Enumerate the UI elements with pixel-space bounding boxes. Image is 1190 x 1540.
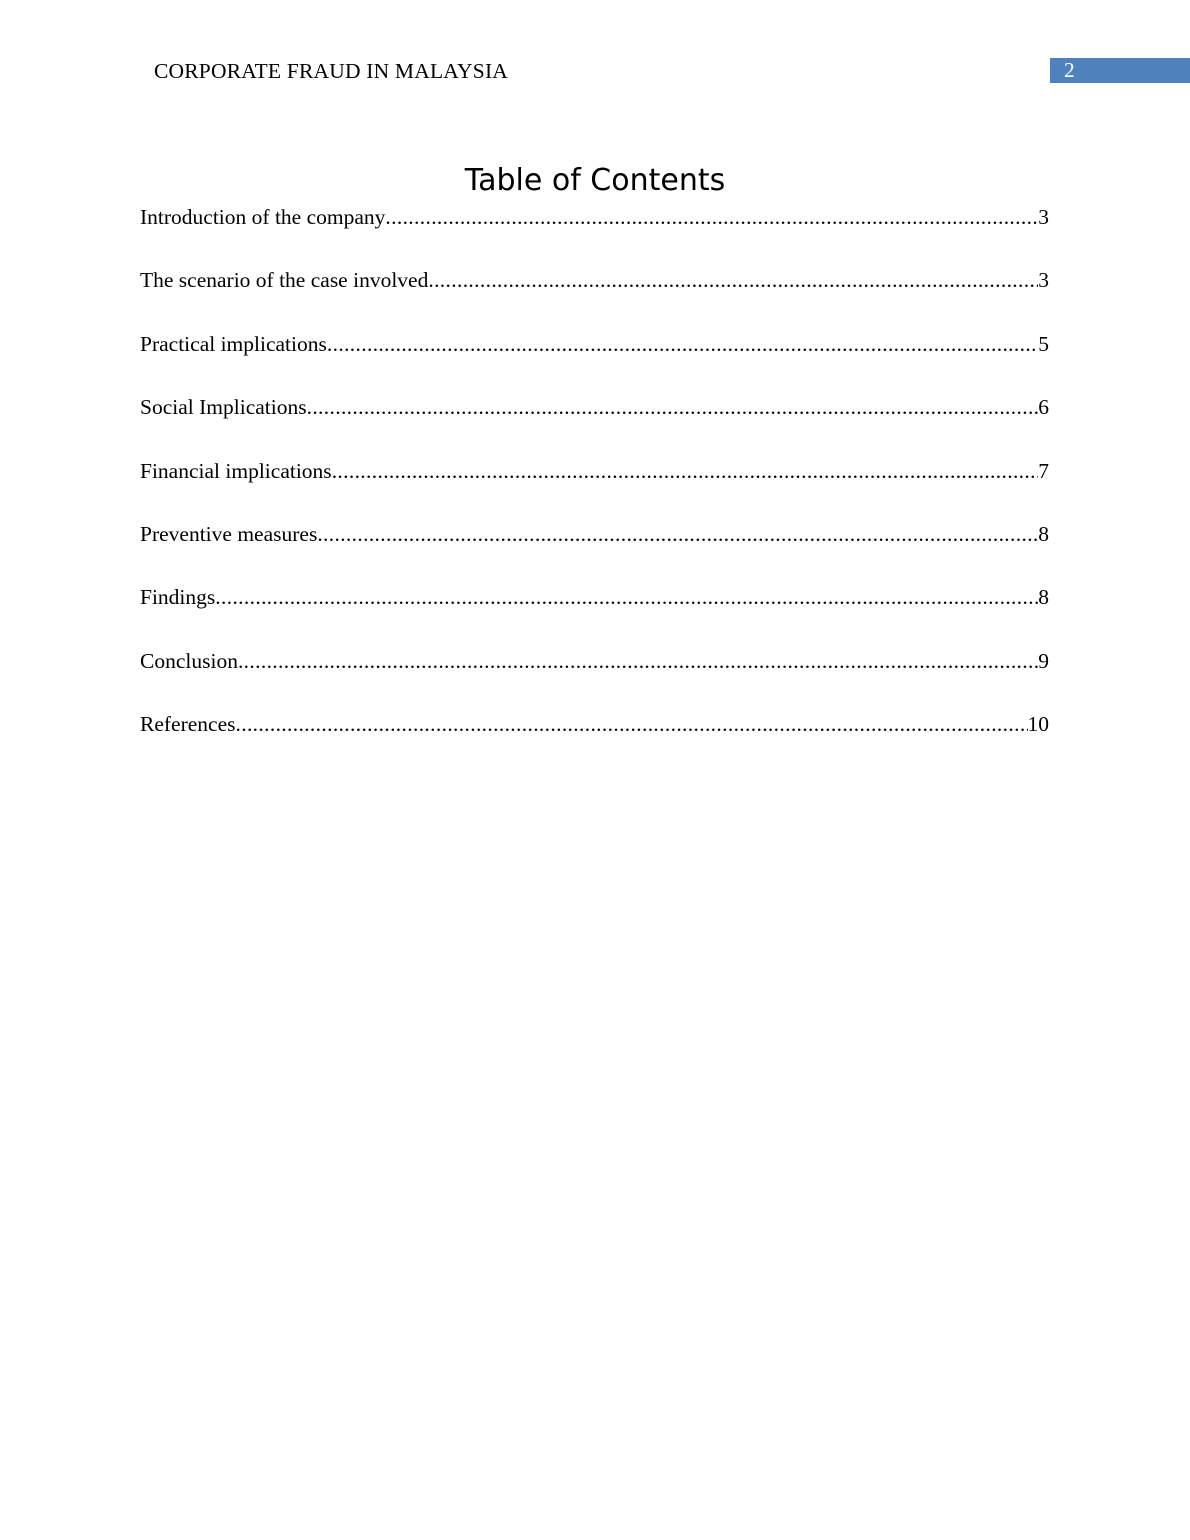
toc-entry-label: Financial implications [140, 458, 332, 483]
toc-list [140, 200, 1049, 771]
toc-entry-label: Preventive measures [140, 521, 318, 546]
toc-entry-introduction[interactable] [140, 200, 1049, 263]
toc-dot-leader [215, 580, 1038, 614]
toc-dot-leader [307, 390, 1039, 424]
page-number: 2 [1064, 58, 1075, 82]
toc-entry-page: 7 [1038, 458, 1049, 483]
toc-entry-page: 10 [1027, 712, 1049, 737]
toc-title: Table of Contents [464, 163, 726, 198]
toc-dot-leader [236, 707, 1028, 741]
toc-entry-label: Social Implications [140, 395, 307, 420]
toc-dot-leader [428, 263, 1038, 297]
toc-entry-financial-implications[interactable] [140, 454, 1049, 517]
toc-dot-leader [332, 454, 1039, 488]
toc-entry-preventive-measures[interactable] [140, 517, 1049, 580]
toc-entry-label: Practical implications [140, 331, 327, 356]
toc-dot-leader [238, 644, 1038, 678]
toc-entry-page: 8 [1038, 585, 1049, 610]
toc-entry-references[interactable] [140, 707, 1049, 770]
running-header-title: CORPORATE FRAUD IN MALAYSIA [154, 59, 509, 83]
toc-entry-page: 3 [1038, 205, 1049, 229]
toc-entry-findings[interactable] [140, 580, 1049, 643]
toc-entry-label: The scenario of the case involved [140, 268, 429, 293]
page-number-badge [1050, 58, 1190, 83]
toc-dot-leader [327, 327, 1038, 361]
toc-entry-page: 9 [1038, 648, 1049, 673]
toc-dot-leader [385, 200, 1038, 234]
toc-entry-label: References [140, 712, 236, 737]
toc-entry-page: 5 [1038, 331, 1049, 356]
toc-entry-page: 3 [1038, 268, 1049, 293]
toc-entry-conclusion[interactable] [140, 644, 1049, 707]
toc-entry-scenario[interactable] [140, 263, 1049, 326]
toc-entry-label: Conclusion [140, 648, 238, 673]
toc-dot-leader [317, 517, 1038, 551]
toc-entry-label: Introduction of the company [140, 205, 386, 229]
toc-entry-page: 8 [1038, 521, 1049, 546]
toc-entry-social-implications[interactable] [140, 390, 1049, 453]
toc-entry-page: 6 [1038, 395, 1049, 420]
toc-entry-label: Findings [140, 585, 216, 610]
toc-entry-practical-implications[interactable] [140, 327, 1049, 390]
